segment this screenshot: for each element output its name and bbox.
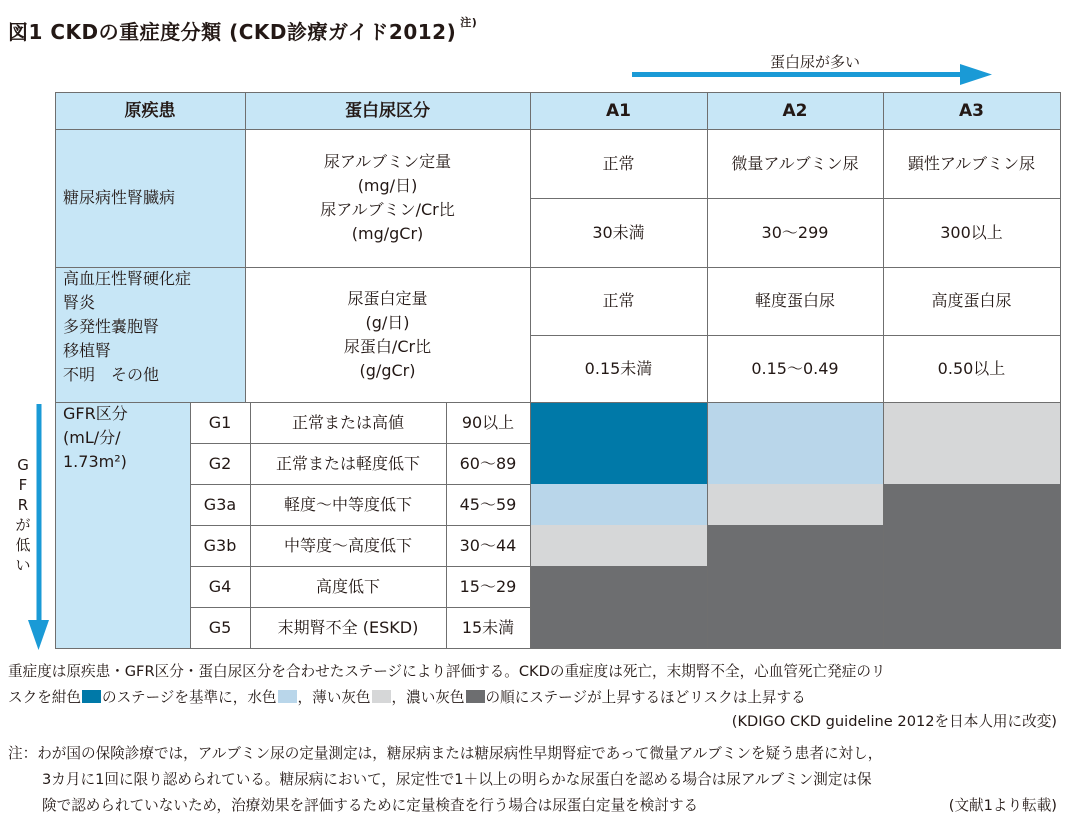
grid-line	[55, 129, 1060, 130]
risk-cell	[707, 525, 883, 566]
gfr-grade: G2	[208, 453, 232, 473]
risk-cell	[707, 607, 883, 648]
grid-line	[190, 607, 530, 608]
gfr-range: 15〜29	[459, 576, 517, 596]
grid-line	[530, 92, 531, 649]
footnote-line-3: 険で認められていないため，治療効果を評価するために定量検査を行う場合は尿蛋白定量を検討する	[42, 797, 699, 814]
grid-line	[707, 92, 708, 649]
gfr-range: 60〜89	[459, 453, 517, 473]
other-a1-label: 正常	[602, 291, 635, 310]
gfr-description: 正常または軽度低下	[275, 453, 420, 473]
other-a3-label: 高度蛋白尿	[931, 291, 1012, 310]
grid-line	[530, 335, 1060, 336]
cause-line: 高血圧性腎硬化症	[63, 269, 192, 288]
gfr-label-line: 1.73m²)	[63, 452, 127, 471]
gfr-label	[55, 402, 190, 648]
gfr-arrow-char: R	[17, 496, 29, 514]
gfr-description: 高度低下	[315, 576, 380, 596]
grid-line	[190, 443, 530, 444]
gfr-range: 15未満	[461, 617, 515, 637]
header-a3: A3	[883, 92, 1060, 129]
risk-cell	[883, 402, 1060, 443]
cause-other	[55, 267, 245, 402]
cause-line: 腎炎	[63, 293, 96, 312]
legend-text: スクを紺色	[8, 689, 81, 706]
risk-cell	[707, 402, 883, 443]
gfr-grade: G3a	[203, 494, 237, 514]
risk-cell	[883, 566, 1060, 607]
gfr-range: 30〜44	[459, 535, 517, 555]
measure-diabetes	[245, 129, 530, 267]
diabetes-a1-label: 正常	[602, 153, 635, 173]
gfr-description: 末期腎不全 (ESKD)	[277, 617, 419, 637]
other-a2-range: 0.15〜0.49	[751, 358, 839, 378]
gfr-grade: G4	[208, 576, 232, 596]
legend-line-1: 重症度は原疾患・GFR区分・蛋白尿区分を合わせたステージにより評価する。CKDの重症度は死亡，末期腎不全，心血管死亡発症のリ	[8, 663, 886, 680]
risk-cell	[883, 484, 1060, 525]
measure-other	[245, 267, 530, 402]
measure-line: 尿アルブミン/Cr比	[320, 200, 455, 219]
header-a2: A2	[707, 92, 883, 129]
gfr-description: 中等度〜高度低下	[283, 535, 412, 555]
measure-line: 尿蛋白定量	[347, 288, 428, 308]
gfr-arrow-char: 低	[15, 536, 31, 554]
gfr-arrow-char: が	[15, 516, 31, 534]
footnote-line-1: 注：わが国の保険診療では，アルブミン尿の定量測定は，糖尿病または糖尿病性早期腎症であって微量アルブミンを疑う患者に対し，	[8, 745, 883, 762]
legend-text: のステージを基準に，水色	[101, 689, 277, 706]
legend-text: ，薄い灰色	[297, 689, 371, 706]
grid-line	[883, 92, 884, 649]
other-a3-range: 0.50以上	[937, 358, 1006, 378]
risk-cell	[530, 525, 707, 566]
risk-cell	[530, 443, 707, 484]
grid-line	[245, 92, 246, 402]
measure-line: 尿アルブミン定量	[323, 152, 452, 171]
diabetes-a3-range: 300以上	[940, 222, 1003, 242]
risk-cell	[530, 566, 707, 607]
risk-cell	[530, 484, 707, 525]
figure-title	[8, 16, 477, 45]
cause-diabetes: 糖尿病性腎臓病	[55, 129, 245, 267]
risk-cell	[530, 402, 707, 443]
legend-line-2	[8, 686, 806, 710]
grid-line	[55, 402, 1060, 403]
gfr-range: 45〜59	[459, 494, 517, 514]
header-protein: 蛋白尿区分	[245, 92, 530, 129]
gfr-arrow-label	[12, 455, 34, 575]
dark-gray-swatch	[466, 690, 485, 703]
gfr-grade: G1	[208, 412, 232, 432]
grid-line	[55, 92, 56, 649]
diabetes-a1-range: 30未満	[592, 222, 645, 242]
gfr-arrow-char: い	[15, 556, 31, 574]
measure-line: (mg/日)	[357, 176, 418, 195]
grid-line	[250, 402, 251, 648]
protein-arrow-label: 蛋白尿が多い	[769, 53, 860, 71]
gfr-grade: G3b	[203, 535, 237, 555]
legend-source: (KDIGO CKD guideline 2012を日本人用に改変)	[731, 713, 1057, 730]
other-a1-range: 0.15未満	[584, 358, 653, 378]
grid-line	[530, 198, 1060, 199]
grid-line	[190, 566, 530, 567]
header-cause: 原疾患	[55, 92, 245, 129]
risk-cell	[707, 443, 883, 484]
footnote-citation: (文献1より転載)	[948, 797, 1057, 814]
water-swatch	[278, 690, 297, 703]
cause-line: 不明 その他	[63, 365, 160, 384]
risk-cell	[883, 443, 1060, 484]
diabetes-a2-label: 微量アルブミン尿	[731, 153, 859, 173]
diabetes-a3-label: 顕性アルブミン尿	[907, 153, 1036, 173]
protein-arrow-icon	[632, 64, 994, 86]
grid-line	[446, 402, 447, 648]
grid-line	[55, 648, 1060, 649]
cause-line: 多発性嚢胞腎	[63, 317, 160, 336]
figure-title-text: 図1 CKDの重症度分類 (CKD診療ガイド2012)	[8, 20, 457, 44]
gfr-arrow-char: G	[17, 456, 29, 474]
measure-line: (g/gCr)	[359, 360, 416, 380]
measure-line: 尿蛋白/Cr比	[343, 336, 432, 356]
header-a1: A1	[530, 92, 707, 129]
grid-line	[190, 525, 530, 526]
risk-cell	[883, 607, 1060, 648]
risk-cell	[883, 525, 1060, 566]
light-gray-swatch	[372, 690, 391, 703]
grid-line	[1060, 92, 1061, 649]
cause-line: 移植腎	[63, 341, 112, 360]
grid-line	[190, 402, 191, 648]
grid-line	[55, 92, 1060, 93]
risk-cell	[530, 607, 707, 648]
gfr-label-line: GFR区分	[63, 404, 128, 423]
gfr-label-line: (mL/分/	[63, 428, 121, 447]
measure-line: (mg/gCr)	[351, 224, 424, 243]
gfr-range: 90以上	[461, 412, 515, 432]
gfr-description: 正常または高値	[291, 412, 404, 432]
legend-text: の順にステージが上昇するほどリスクは上昇する	[485, 689, 806, 706]
grid-line	[190, 484, 530, 485]
measure-line: (g/日)	[365, 312, 410, 332]
gfr-grade: G5	[208, 617, 232, 637]
note-mark: 注)	[460, 16, 478, 29]
footnote-line-2: 3カ月に1回に限り認められている。糖尿病において，尿定性で1＋以上の明らかな尿蛋白を認める場合は尿アルブミン測定は保	[42, 771, 872, 788]
diabetes-a2-range: 30〜299	[761, 222, 829, 242]
risk-cell	[707, 566, 883, 607]
grid-line	[55, 267, 1060, 268]
gfr-description: 軽度〜中等度低下	[283, 494, 412, 514]
gfr-arrow-char: F	[18, 476, 28, 494]
risk-cell	[707, 484, 883, 525]
legend-text: ，濃い灰色	[391, 689, 465, 706]
other-a2-label: 軽度蛋白尿	[754, 291, 835, 310]
navy-swatch	[82, 690, 101, 703]
